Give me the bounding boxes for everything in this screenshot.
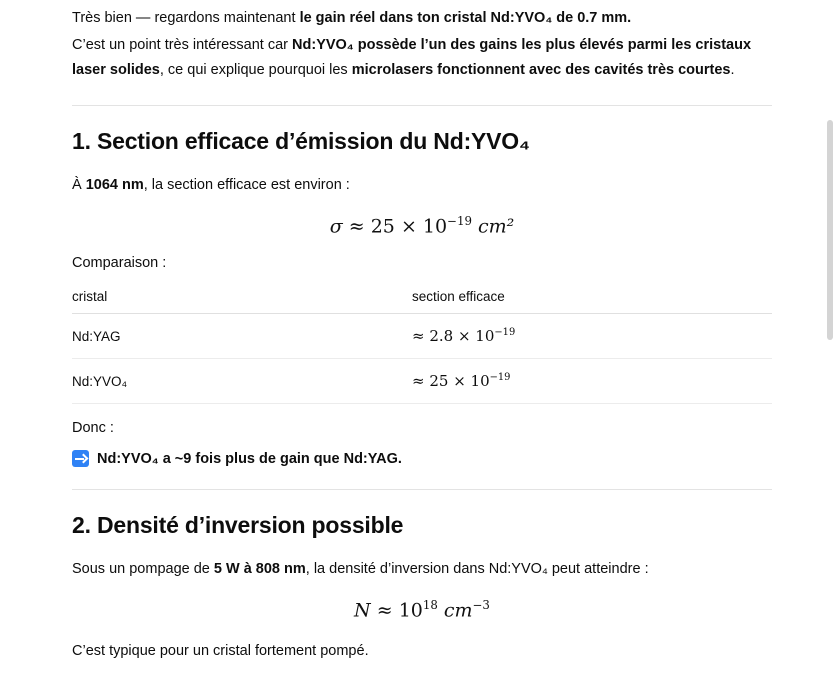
formula-2-base: 10: [398, 599, 423, 622]
section-1-formula: [72, 214, 772, 237]
formula-1-relation: ≈: [348, 215, 365, 238]
document-content: [72, 0, 772, 666]
intro-line2-end: .: [730, 61, 735, 78]
cell-crystal-ndyag: Nd:YAG: [72, 314, 408, 359]
section-1-lead: [72, 173, 772, 198]
section-2-formula: [72, 598, 772, 621]
intro-paragraph-2: [72, 33, 772, 83]
cell-value-ndyvo4: [408, 359, 772, 404]
section-2-lead-pre: Sous un pompage de: [72, 561, 214, 578]
intro-line2-bold-2: microlasers fonctionnent avec des cavités très courtes: [351, 61, 731, 78]
section-1-title: 1. Section efficace d’émission du Nd:YVO₄: [72, 127, 530, 154]
table-header-crystal: cristal: [72, 285, 408, 314]
section-divider-1: [72, 105, 772, 106]
cell-value-ndyag-exponent: −19: [494, 327, 516, 339]
cell-value-ndyvo4-exponent: −19: [489, 372, 511, 384]
formula-2-unit: cm: [443, 599, 473, 622]
cell-crystal-ndyvo4: Nd:YVO₄: [72, 359, 408, 404]
section-2-lead: [72, 557, 772, 582]
formula-2-symbol: N: [354, 599, 371, 622]
formula-1-symbol: σ: [329, 215, 343, 238]
comparison-label: Comparaison :: [72, 255, 167, 272]
formula-2-unit-exponent: −3: [472, 598, 490, 613]
section-2-title: 2. Densité d’inversion possible: [72, 512, 404, 539]
table-row: [72, 314, 772, 359]
intro-line2-text: C’est un point très intéressant car: [72, 36, 293, 53]
intro-line2-mid: , ce qui explique pourquoi les: [159, 61, 352, 78]
section-1-lead-post: , la section efficace est environ :: [143, 176, 350, 193]
formula-1-unit: cm²: [478, 215, 515, 238]
section-1-lead-bold: 1064 nm: [85, 176, 144, 193]
cell-value-ndyvo4-prefix: ≈ 25 × 10: [412, 372, 490, 391]
section-divider-2: [72, 489, 772, 490]
section-1-lead-pre: À: [72, 176, 86, 193]
intro-paragraph-1: [72, 0, 772, 31]
formula-1-mantissa: 25: [370, 215, 395, 238]
formula-1-times: ×: [400, 215, 417, 238]
formula-2-relation: ≈: [376, 599, 393, 622]
formula-1-base: 10: [422, 215, 448, 238]
comparison-table: [72, 285, 772, 404]
scrollbar-track[interactable]: [825, 0, 835, 678]
cell-value-ndyag-prefix: ≈ 2.8 × 10: [412, 327, 495, 346]
cell-value-ndyag: [408, 314, 772, 359]
conclusion-callout: [72, 450, 772, 467]
table-header-row: [72, 285, 772, 314]
intro-line1-bold: le gain réel dans ton cristal Nd:YVO₄ de 0.7 mm.: [299, 10, 632, 26]
scrollbar-thumb[interactable]: [827, 120, 833, 340]
table-row: [72, 359, 772, 404]
donc-label: Donc :: [72, 420, 114, 437]
table-header-cross-section: section efficace: [408, 285, 772, 314]
section-2-tail: C’est typique pour un cristal fortement pompé.: [72, 643, 369, 660]
intro-line1-text: Très bien — regardons maintenant: [72, 10, 300, 26]
conclusion-text: Nd:YVO₄ a ~9 fois plus de gain que Nd:YAG.: [97, 450, 402, 467]
formula-1-exponent: −19: [447, 213, 472, 228]
intro-line2-bold-1: Nd:YVO₄ possède l’un des gains les plus élevés parmi les cristaux laser solides: [72, 36, 752, 78]
section-2-lead-bold: 5 W à 808 nm: [213, 561, 306, 578]
arrow-right-icon: [72, 450, 89, 467]
section-2-lead-post: , la densité d’inversion dans Nd:YVO₄ peut atteindre :: [305, 561, 649, 578]
formula-2-exponent: 18: [422, 598, 438, 613]
